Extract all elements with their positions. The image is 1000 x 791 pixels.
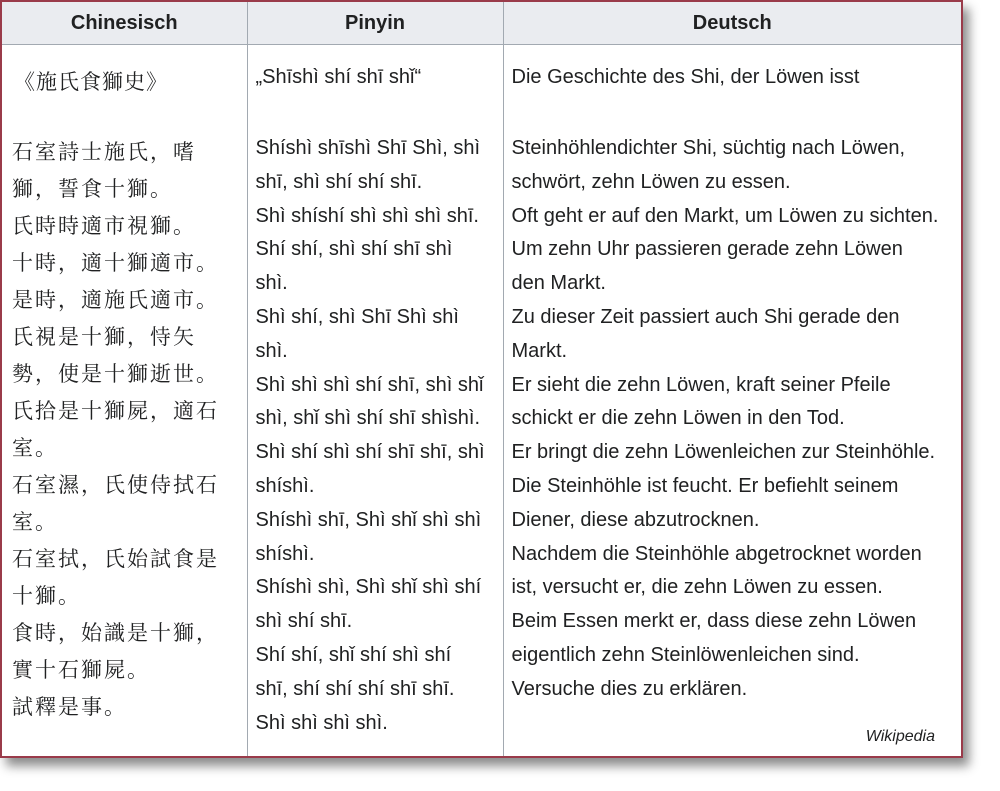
header-chinese: Chinesisch bbox=[2, 2, 247, 45]
german-line: Beim Essen merkt er, dass diese zehn Löwen bbox=[511, 610, 917, 633]
pinyin-cell bbox=[247, 45, 503, 757]
chinese-line: 食時，始識是十獅， bbox=[12, 621, 219, 645]
german-line: Steinhöhlendichter Shi, süchtig nach Löwen, bbox=[511, 137, 906, 159]
german-line: Er bringt die zehn Löwenleichen zur Steinhöhle. bbox=[511, 441, 936, 464]
pinyin-line: Shí shí, shì shí shī shì bbox=[255, 238, 453, 261]
german-line: Oft geht er auf den Markt, um Löwen zu sichten. bbox=[511, 204, 939, 227]
pinyin-line: shì. bbox=[255, 339, 288, 362]
table-row bbox=[2, 45, 961, 757]
german-line: Zu dieser Zeit passiert auch Shi gerade den bbox=[511, 305, 900, 328]
chinese-line: 是時，適施氏適市。 bbox=[12, 288, 219, 312]
german-line: den Markt. bbox=[511, 272, 606, 295]
chinese-line: 勢，使是十獅逝世。 bbox=[12, 362, 219, 386]
german-line: schickt er die zehn Löwen in den Tod. bbox=[511, 407, 845, 430]
german-line: eigentlich zehn Steinlöwenleichen sind. bbox=[511, 643, 860, 666]
german-line: Nachdem die Steinhöhle abgetrocknet worden bbox=[511, 542, 922, 565]
german-title: Die Geschichte des Shi, der Löwen isst bbox=[511, 66, 860, 88]
chinese-line: 氏拾是十獅屍，適石 bbox=[12, 399, 219, 423]
german-line: Diener, diese abzutrocknen. bbox=[511, 508, 760, 531]
chinese-line: 十獅。 bbox=[12, 584, 81, 608]
german-line: Die Steinhöhle ist feucht. Er befiehlt seinem bbox=[511, 474, 899, 497]
german-line: schwört, zehn Löwen zu essen. bbox=[511, 170, 791, 193]
wikipedia-credit: Wikipedia bbox=[865, 728, 935, 745]
pinyin-line: Shí shí, shǐ shí shì shí bbox=[255, 643, 452, 666]
chinese-line: 實十石獅屍。 bbox=[12, 658, 150, 682]
german-cell bbox=[503, 45, 961, 757]
pinyin-line: shíshì. bbox=[255, 474, 315, 497]
poem-table bbox=[2, 2, 961, 756]
german-translation bbox=[504, 114, 962, 707]
pinyin-line: shì. bbox=[255, 272, 288, 295]
pinyin-line: Shì shì shì shì. bbox=[255, 711, 388, 734]
chinese-line: 試釋是事。 bbox=[12, 695, 127, 719]
chinese-line: 十時，適十獅適市。 bbox=[12, 251, 219, 275]
header-german: Deutsch bbox=[503, 2, 961, 45]
german-line: Um zehn Uhr passieren gerade zehn Löwen bbox=[511, 238, 903, 261]
german-line: Versuche dies zu erklären. bbox=[511, 677, 748, 700]
pinyin-line: Shì shì shì shí shī, shì shǐ bbox=[255, 373, 484, 396]
pinyin-line: shì, shǐ shì shí shī shìshì. bbox=[255, 407, 481, 430]
pinyin-line: shì shí shī. bbox=[255, 610, 353, 633]
pinyin-line: Shì shí, shì Shī Shì shì bbox=[255, 305, 459, 328]
chinese-line: 氏時時適市視獅。 bbox=[12, 214, 196, 238]
chinese-line: 石室濕，氏使侍拭石 bbox=[12, 473, 219, 497]
pinyin-line: shī, shí shí shí shī shī. bbox=[255, 677, 455, 700]
german-line: ist, versucht er, die zehn Löwen zu essen. bbox=[511, 576, 883, 599]
pinyin-line: Shíshì shī, Shì shǐ shì shì bbox=[255, 508, 482, 531]
pinyin-line: Shì shíshí shì shì shì shī. bbox=[255, 204, 479, 227]
chinese-line: 氏視是十獅，恃矢 bbox=[12, 325, 196, 349]
pinyin-line: Shì shí shì shí shī shī, shì bbox=[255, 441, 485, 464]
chinese-line: 石室詩士施氏，嗜 bbox=[12, 140, 196, 164]
chinese-cell bbox=[2, 45, 247, 757]
pinyin-line: Shíshì shì, Shì shǐ shì shí bbox=[255, 576, 482, 599]
chinese-line: 獅，誓食十獅。 bbox=[12, 177, 173, 201]
table-header-row bbox=[2, 2, 961, 45]
pinyin-poem bbox=[248, 114, 503, 740]
german-line: Er sieht die zehn Löwen, kraft seiner Pfeile bbox=[511, 373, 891, 396]
chinese-line: 石室拭，氏始試食是 bbox=[12, 547, 219, 571]
pinyin-title: „Shīshì shí shī shǐ“ bbox=[255, 66, 422, 88]
pinyin-line: shíshì. bbox=[255, 542, 315, 565]
chinese-line: 室。 bbox=[12, 510, 58, 534]
chinese-poem bbox=[2, 114, 247, 726]
pinyin-line: Shíshì shīshì Shī Shì, shì bbox=[255, 137, 481, 159]
german-line: Markt. bbox=[511, 339, 568, 362]
chinese-title: 《施氏食獅史》 bbox=[14, 70, 168, 94]
pinyin-line: shī, shì shí shí shī. bbox=[255, 170, 423, 193]
chinese-line: 室。 bbox=[12, 436, 58, 460]
header-pinyin: Pinyin bbox=[247, 2, 503, 45]
